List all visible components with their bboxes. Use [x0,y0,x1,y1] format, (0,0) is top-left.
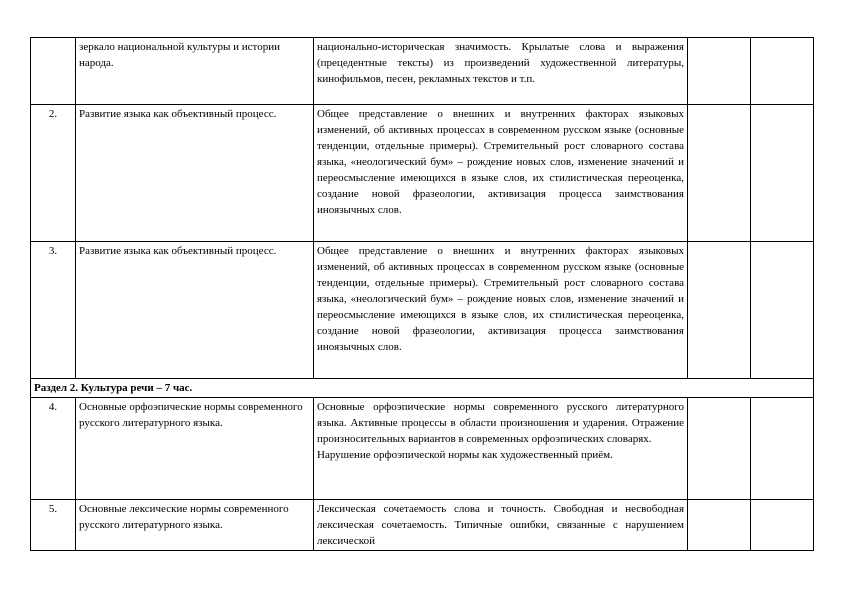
section-heading: Раздел 2. Культура речи – 7 час. [31,379,814,398]
row-number: 3. [31,242,76,379]
empty-cell [751,105,814,242]
empty-cell [688,500,751,551]
row-description [314,500,688,551]
description-paragraph: Общее представление о внешних и внутренних факторах языковых изменений, об активных процессах в современном русском языке (основные тенденции, отдельные примеры). Стремительный рост словарного состава языка, «неологический бум» – рождение новых слов, изменение значений и переосмысление имеющихся в языке слов, их стилистическая переоценка, создание новой фразеологии, активизация процесса заимствования иноязычных слов. [317,108,684,216]
row-topic: зеркало национальной культуры и истории народа. [76,38,314,105]
table-row [31,242,814,379]
description-paragraph: Нарушение орфоэпической нормы как художественный приём. [317,449,613,461]
row-number: 5. [31,500,76,551]
empty-cell [751,398,814,500]
row-topic: Развитие языка как объективный процесс. [76,242,314,379]
table-row [31,500,814,551]
empty-cell [688,105,751,242]
description-paragraph: Основные орфоэпические нормы современного русского литературного языка. Активные процессы в области произношения и ударения. Отражение произносительных вариантов в современных орфоэпических словарях. [317,401,684,445]
row-description [314,105,688,242]
empty-cell [688,38,751,105]
curriculum-table [30,37,814,551]
empty-cell [688,242,751,379]
empty-cell [751,242,814,379]
description-paragraph: Лексическая сочетаемость слова и точность. Свободная и несвободная лексическая сочетаемость. Типичные ошибки, связанные с нарушением лексической [317,503,684,547]
row-description [314,242,688,379]
description-paragraph: Общее представление о внешних и внутренних факторах языковых изменений, об активных процессах в современном русском языке (основные тенденции, отдельные примеры). Стремительный рост словарного состава языка, «неологический бум» – рождение новых слов, изменение значений и переосмысление имеющихся в языке слов, их стилистическая переоценка, создание новой фразеологии, активизация процесса заимствования иноязычных слов. [317,245,684,353]
row-description [314,38,688,105]
empty-cell [751,500,814,551]
row-number: 4. [31,398,76,500]
description-paragraph: национально-историческая значимость. Крылатые слова и выражения (прецедентные тексты) из произведений художественной литературы, кинофильмов, песен, рекламных текстов и т.п. [317,41,684,85]
table-row [31,398,814,500]
row-topic: Основные орфоэпические нормы современного русского литературного языка. [76,398,314,500]
table-row [31,38,814,105]
row-number [31,38,76,105]
row-description [314,398,688,500]
row-topic: Основные лексические нормы современного русского литературного языка. [76,500,314,551]
row-topic: Развитие языка как объективный процесс. [76,105,314,242]
section-row [31,379,814,398]
row-number: 2. [31,105,76,242]
empty-cell [688,398,751,500]
table-row [31,105,814,242]
empty-cell [751,38,814,105]
